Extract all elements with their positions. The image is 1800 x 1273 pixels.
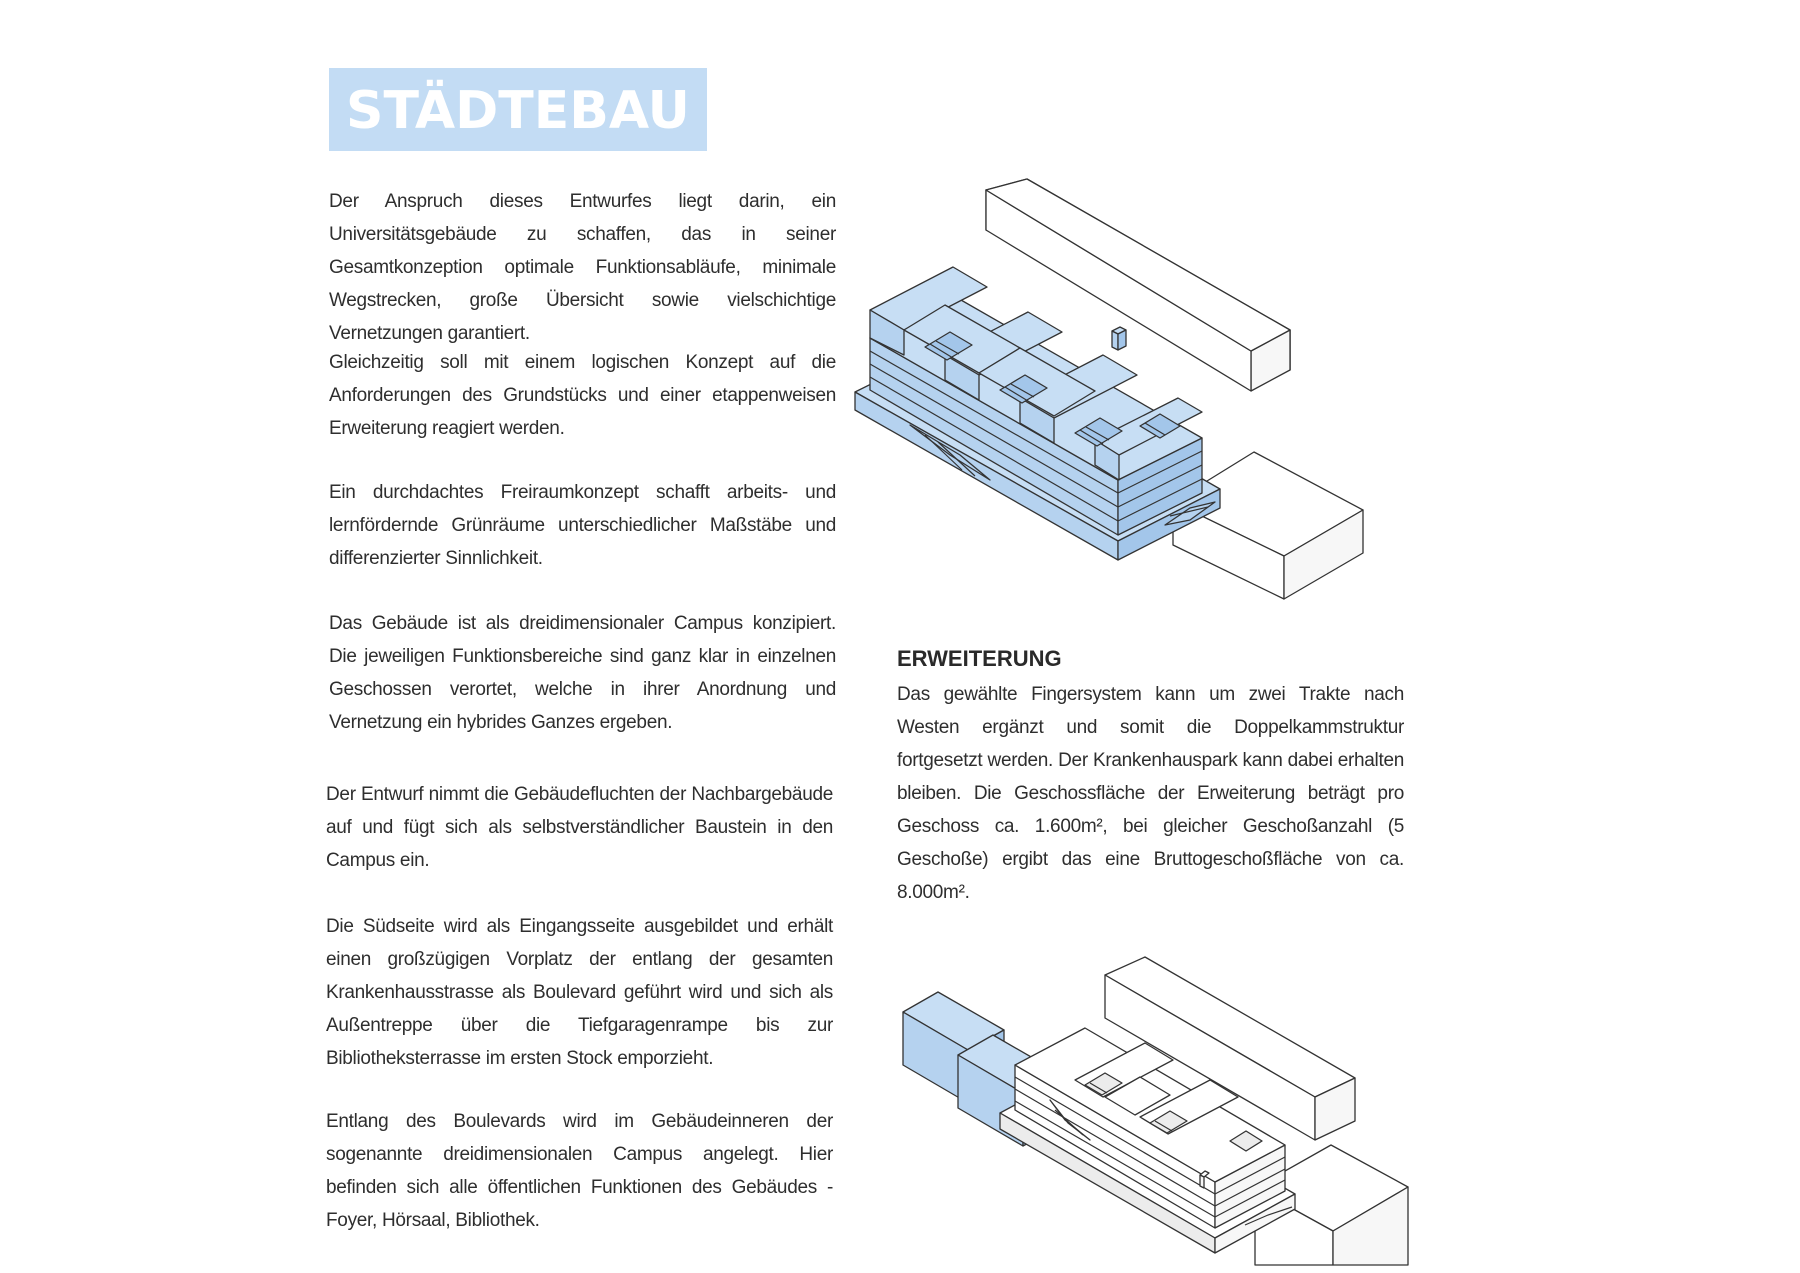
- page-title: STÄDTEBAU: [346, 81, 690, 141]
- paragraph-gebaeudefluchten: Der Entwurf nimmt die Gebäudefluchten der Nachbargebäude auf und fügt sich als selbstverständlicher Baustein in den Campus ein.: [326, 784, 833, 871]
- erweiterung-text: Das gewählte Fingersystem kann um zwei Trakte nach Westen ergänzt und somit die Doppelkammstruktur fortgesetzt werden. Der Krankenhauspark kann dabei erhalten bleiben. Die Geschossfläche der Erweiterung beträgt pro Geschoss ca. 1.600m², bei gleicher Geschoßanzahl (5 Geschoße) ergibt das eine Bruttogeschoßfläche von ca. 8.000m².: [897, 684, 1404, 903]
- axonometric-diagram-extension: [900, 945, 1420, 1265]
- paragraph-anspruch: Der Anspruch dieses Entwurfes liegt darin, ein Universitätsgebäude zu schaffen, das in seiner Gesamtkonzeption optimale Funktionsabläufe, minimale Wegstrecken, große Übersicht sowie vielschichtige Vernetzungen garantiert.: [329, 191, 836, 344]
- erweiterung-heading: ERWEITERUNG: [897, 646, 1062, 671]
- paragraph-freiraum: Ein durchdachtes Freiraumkonzept schafft arbeits- und lernfördernde Grünräume unterschiedlicher Maßstäbe und differenzierter Sinnlichkeit.: [329, 482, 836, 569]
- paragraph-campus: Das Gebäude ist als dreidimensionaler Campus konzipiert. Die jeweiligen Funktionsbereiche sind ganz klar in einzelnen Geschossen verortet, welche in ihrer Anordnung und Vernetzung ein hybrides Ganzes ergeben.: [329, 613, 836, 733]
- title-banner: [329, 68, 707, 151]
- paragraph-boulevard: Entlang des Boulevards wird im Gebäudeinneren der sogenannte dreidimensionalen Campus angelegt. Hier befinden sich alle öffentlichen Funktionen des Gebäudes - Foyer, Hörsaal, Bibliothek.: [326, 1111, 833, 1231]
- axonometric-diagram-existing: [850, 180, 1380, 610]
- paragraph-suedseite: Die Südseite wird als Eingangsseite ausgebildet und erhält einen großzügigen Vorplatz der entlang der gesamten Krankenhausstrasse als Boulevard geführt wird und sich als Außentreppe über die Tiefgaragenrampe bis zur Bibliotheksterrasse im ersten Stock emporzieht.: [326, 916, 833, 1069]
- paragraph-konzept: Gleichzeitig soll mit einem logischen Konzept auf die Anforderungen des Grundstücks und einer etappenweisen Erweiterung reagiert werden.: [329, 352, 836, 439]
